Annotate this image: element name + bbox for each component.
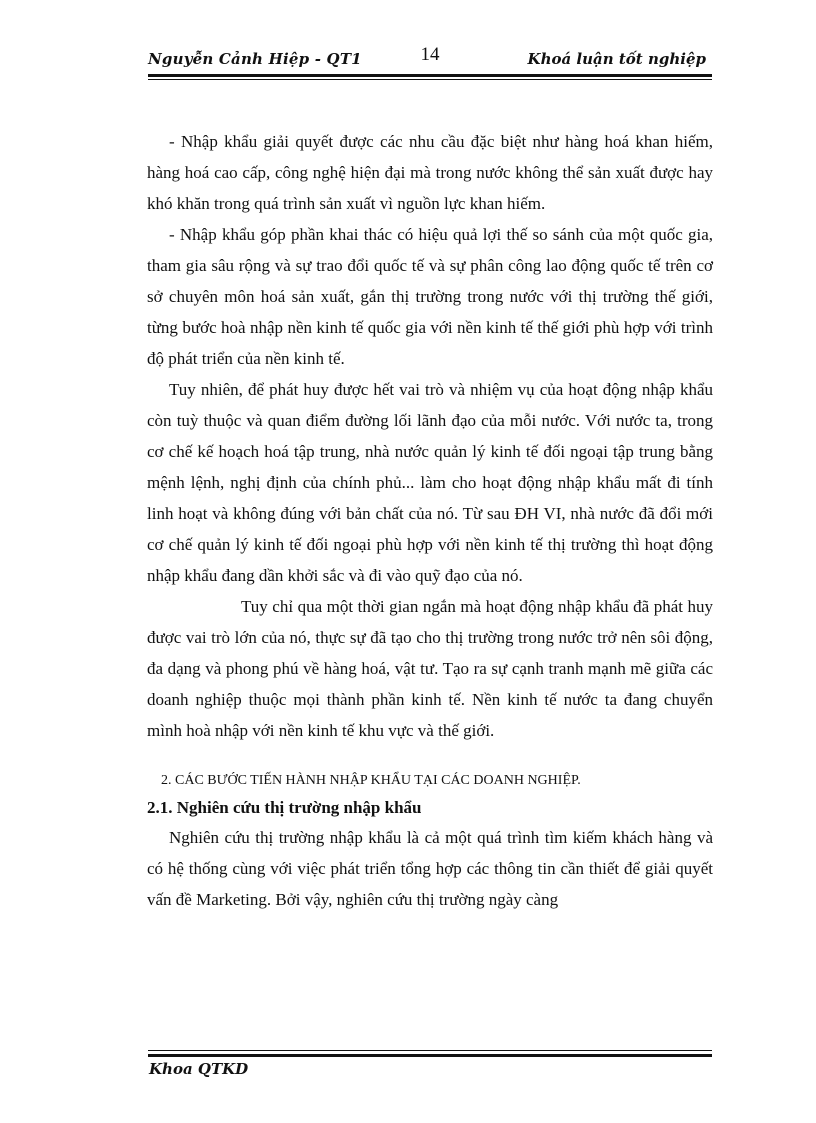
footer-rule-thin bbox=[148, 1050, 712, 1051]
section-heading: 2. CÁC BƯỚC TIẾN HÀNH NHẬP KHẨU TẠI CÁC DOANH NGHIỆP. bbox=[161, 773, 581, 788]
paragraph: Nghiên cứu thị trường nhập khẩu là cả một quá trình tìm kiếm khách hàng và có hệ thống cùng với việc phát triển tổng hợp các thông tin cần thiết để giải quyết vấn đề Marketing. Bởi vậy, nghiên cứu thị trường ngày càng bbox=[147, 828, 713, 909]
footer-rule-thick bbox=[148, 1054, 712, 1057]
header-author: Nguyễn Cảnh Hiệp - QT1 bbox=[148, 50, 362, 68]
paragraph: Tuy chỉ qua một thời gian ngắn mà hoạt động nhập khẩu đã phát huy được vai trò lớn của nó, thực sự đã tạo cho thị trường trong nước trở nên sôi động, đa dạng và phong phú về hàng hoá, vật tư. Tạo ra sự cạnh tranh mạnh mẽ giữa các doanh nghiệp thuộc mọi thành phần kinh tế. Nền kinh tế nước ta đang chuyển mình hoà nhập với nền kinh tế khu vực và thế giới. bbox=[147, 597, 713, 740]
header-rule-thin bbox=[148, 79, 712, 80]
header-title: Khoá luận tốt nghiệp bbox=[527, 50, 706, 68]
paragraph: - Nhập khẩu góp phần khai thác có hiệu quả lợi thế so sánh của một quốc gia, tham gia sâu rộng và sự trao đổi quốc tế và sự phân công lao động quốc tế trên cơ sở chuyên môn hoá sản xuất, gắn thị trường trong nước với thị trường thế giới, từng bước hoà nhập nền kinh tế quốc gia với nền kinh tế thế giới phù hợp với trình độ phát triển của nền kinh tế. bbox=[147, 225, 713, 368]
paragraph: - Nhập khẩu giải quyết được các nhu cầu đặc biệt như hàng hoá khan hiếm, hàng hoá cao cấp, công nghệ hiện đại mà trong nước không thể sản xuất được hay khó khăn trong quá trình sản xuất vì nguồn lực khan hiếm. bbox=[147, 132, 713, 213]
page-header bbox=[148, 40, 712, 74]
page-number: 14 bbox=[420, 44, 440, 65]
header-rule-thick bbox=[148, 74, 712, 77]
footer-department: Khoa QTKD bbox=[149, 1060, 249, 1078]
paragraph: Tuy nhiên, để phát huy được hết vai trò và nhiệm vụ của hoạt động nhập khẩu còn tuỳ thuộc và quan điểm đường lối lãnh đạo của mỗi nước. Với nước ta, trong cơ chế kế hoạch hoá tập trung, nhà nước quản lý kinh tế đối ngoại tập trung bằng mệnh lệnh, nghị định của chính phủ... làm cho hoạt động nhập khẩu mất đi tính linh hoạt và không đúng với bản chất của nó. Từ sau ĐH VI, nhà nước đã đổi mới cơ chế quản lý kinh tế đối ngoại phù hợp với nền kinh tế thị trường thì hoạt động nhập khẩu đang dần khởi sắc và đi vào quỹ đạo của nó. bbox=[147, 380, 713, 585]
page-body bbox=[147, 126, 713, 915]
subsection-heading: 2.1. Nghiên cứu thị trường nhập khẩu bbox=[147, 798, 422, 817]
